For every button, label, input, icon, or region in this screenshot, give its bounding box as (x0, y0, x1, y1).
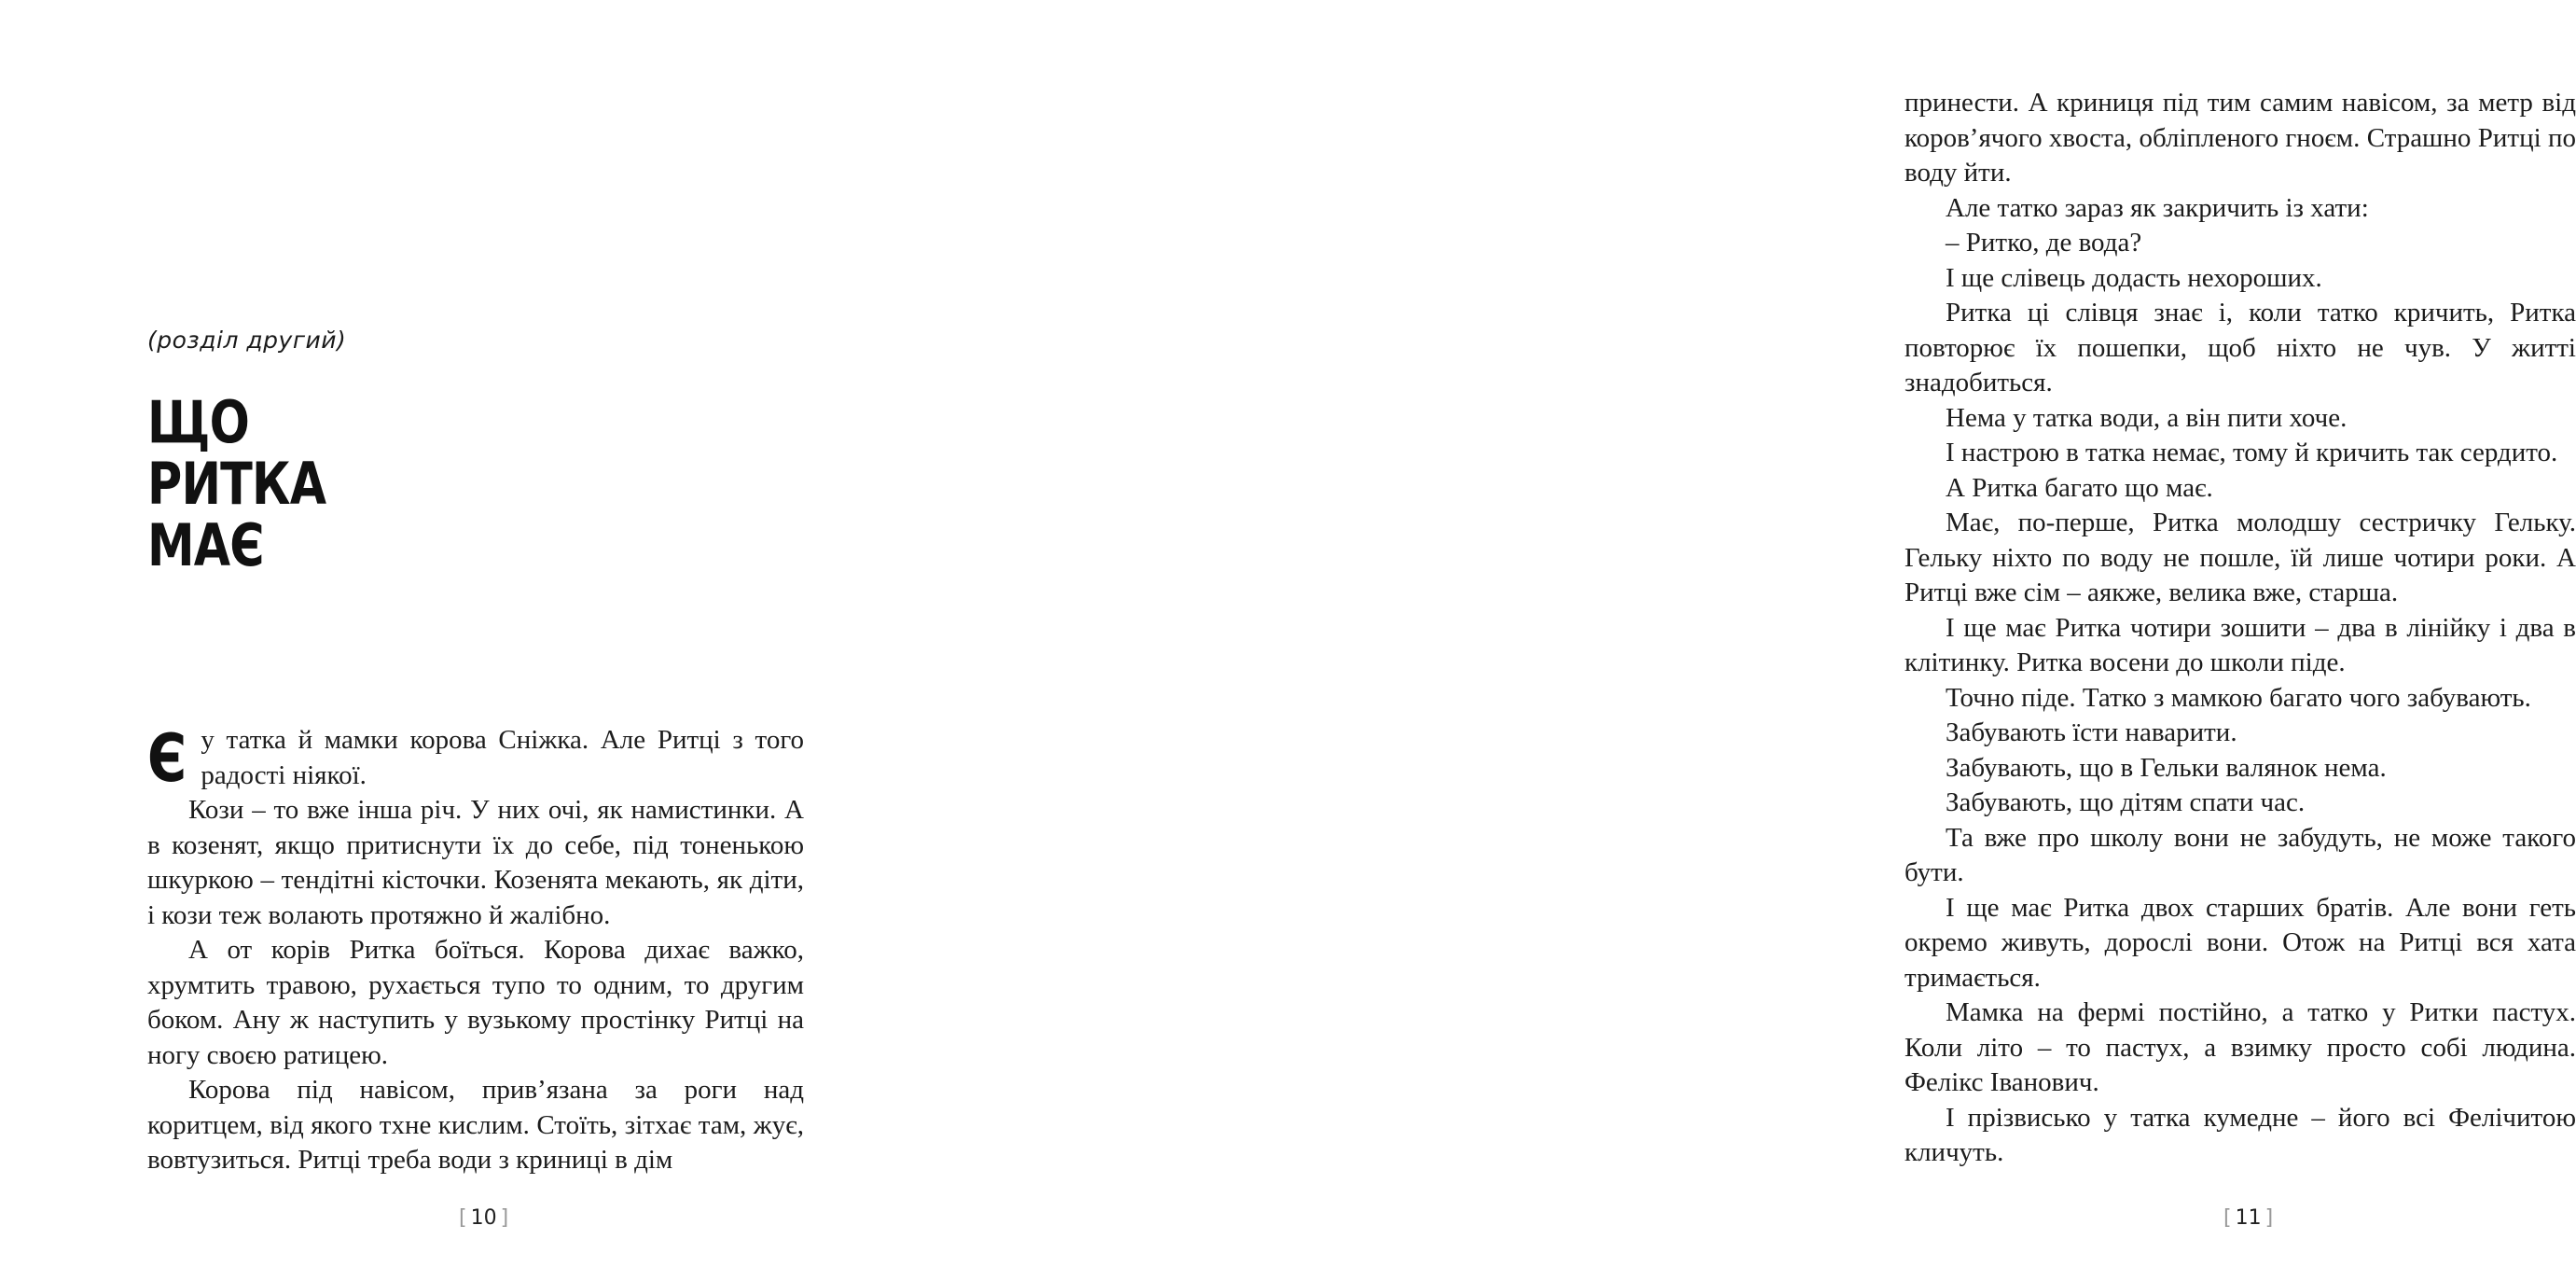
right-body-text (1904, 86, 2576, 1171)
paragraph: І ще слівець додасть нехороших. (1946, 262, 2322, 293)
paragraph: Точно піде. Татко з мамкою багато чого забувають. (1946, 682, 2531, 713)
page-number (2220, 1206, 2277, 1230)
paragraph: – Ритко, де вода? (1946, 228, 2142, 258)
bracket-left: [ (2223, 1206, 2232, 1230)
paragraph-text: у татка й мамки корова Сніжка. Але Ритці з того радості ніякої. (201, 725, 804, 790)
chapter-label: (розділ другий) (147, 327, 347, 354)
page-number-value: 11 (2235, 1206, 2262, 1230)
chapter-title-line: ЩО (147, 388, 249, 456)
paragraph: А от корів Ритка боїться. Корова дихає важко, хрумтить травою, рухається тупо то одним, то другим боком. Ану ж наступить у вузькому простінку Ритці на ногу своєю ратицею. (147, 935, 804, 1070)
chapter-title (147, 388, 326, 579)
paragraph: Забувають, що в Гельки валянок нема. (1946, 752, 2387, 783)
paragraph: Корова під навісом, прив’язана за роги над коритцем, від якого тхне кислим. Стоїть, зітхає там, жує, вовтузиться. Ритці треба води з криниці в дім (147, 1075, 804, 1175)
bracket-right: ] (2264, 1206, 2274, 1230)
chapter-title-line: РИТКА (147, 450, 326, 518)
paragraph: І ще має Ритка чотири зошити – два в лінійку і два в клітинку. Ритка восени до школи піде. (1904, 612, 2576, 677)
paragraph: Забувають, що дітям спати час. (1946, 787, 2306, 817)
chapter-title-line: МАЄ (147, 511, 264, 579)
paragraph: І ще має Ритка двох старших братів. Але вони геть окремо живуть, дорослі вони. Отож на Ритці вся хата тримається. (1904, 892, 2576, 993)
paragraph: принести. А криниця під тим самим навісом, за метр від коров’ячого хвоста, обліпленого гноєм. Страшно Ритці по воду йти. (1904, 88, 2576, 188)
left-page (0, 0, 895, 1281)
paragraph: Але татко зараз як закричить із хати: (1946, 192, 2369, 223)
left-body-text (147, 720, 804, 1178)
paragraph: І настрою в татка немає, тому й кричить так сердито. (1946, 438, 2558, 467)
paragraph: Має, по-перше, Ритка молодшу сестричку Гельку. Гельку ніхто по воду не пошле, їй лише чотири роки. А Ритці вже сім – аякже, велика вже, старша. (1904, 508, 2576, 607)
bracket-right: ] (500, 1206, 509, 1230)
paragraph: Та вже про школу вони не забудуть, не може такого бути. (1904, 822, 2576, 887)
right-page (895, 0, 2576, 1281)
page-number (455, 1206, 512, 1230)
paragraph: Кози – то вже інша річ. У них очі, як намистинки. А в козенят, якщо притиснути їх до себе, під тоненькою шкуркою – тендітні кісточки. Козенята мекають, як діти, і кози теж волають протяжно й жалібно. (147, 795, 804, 930)
bracket-left: [ (459, 1206, 467, 1230)
paragraph: Забувають їсти наварити. (1946, 717, 2237, 747)
page-number-value: 10 (470, 1206, 497, 1230)
paragraph: Нема у татка води, а він пити хоче. (1946, 402, 2347, 433)
paragraph: Мамка на фермі постійно, а татко у Ритки пастух. Коли літо – то пастух, а взимку просто собі людина. Фелікс Іванович. (1904, 997, 2576, 1097)
paragraph (147, 720, 804, 797)
paragraph: І прізвисько у татка кумедне – його всі Фелічитою кличуть. (1904, 1102, 2576, 1167)
drop-cap: Є (147, 720, 187, 797)
paragraph: Ритка ці слівця знає і, коли татко кричить, Ритка повторює їх пошепки, щоб ніхто не чув. У житті знадобиться. (1904, 298, 2576, 397)
paragraph: А Ритка багато що має. (1946, 472, 2213, 503)
